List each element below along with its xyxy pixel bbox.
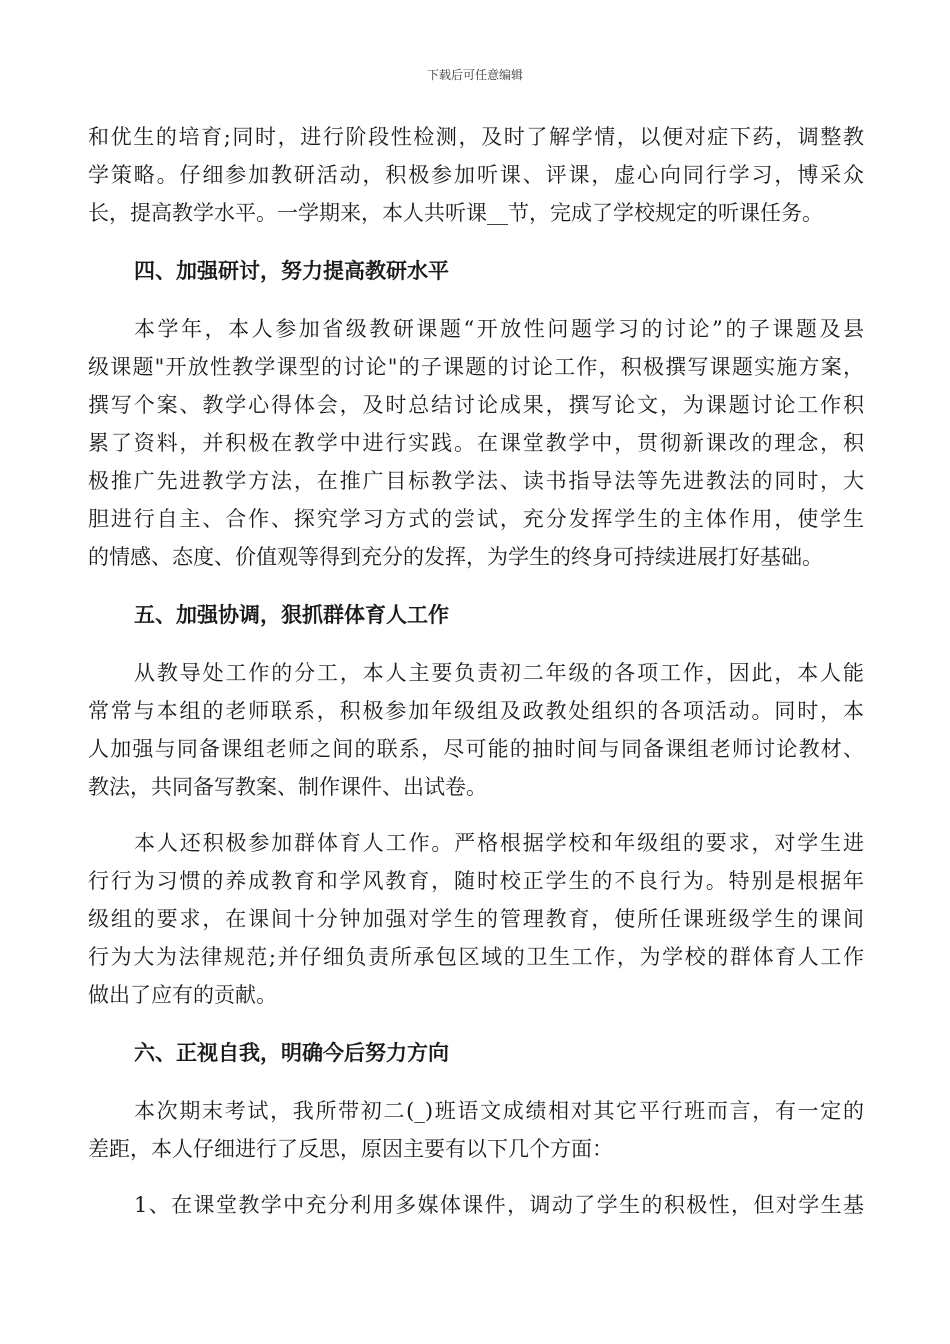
paragraph-line: 级课题"开放性教学课型的讨论"的子课题的讨论工作，积极撰写课题实施方案， xyxy=(88,355,864,379)
paragraph-line: 行为大为法律规范;并仔细负责所承包区域的卫生工作，为学校的群体育人工作 xyxy=(88,945,864,969)
paragraph-line: 胆进行自主、合作、探究学习方式的尝试，充分发挥学生的主体作用，使学生 xyxy=(88,507,864,531)
paragraph-line: 级组的要求，在课间十分钟加强对学生的管理教育，使所任课班级学生的课间 xyxy=(88,907,864,931)
paragraph-line: 本学年，本人参加省级教研课题“开放性问题学习的讨论”的子课题及县 xyxy=(134,317,864,341)
paragraph-line: 做出了应有的贡献。 xyxy=(88,983,277,1007)
paragraph-line: 的情感、态度、价值观等得到充分的发挥，为学生的终身可持续进展打好基础。 xyxy=(88,545,823,569)
paragraph xyxy=(88,1186,864,1224)
section-heading: 四、加强研讨，努力提高教研水平 xyxy=(134,258,449,283)
paragraph-line: 差距，本人仔细进行了反思，原因主要有以下几个方面： xyxy=(88,1137,613,1161)
paragraph xyxy=(88,824,864,1014)
paragraph-line: 本人还积极参加群体育人工作。严格根据学校和年级组的要求，对学生进 xyxy=(134,831,864,855)
section-heading: 六、正视自我，明确今后努力方向 xyxy=(134,1040,449,1065)
paragraph-line: 从教导处工作的分工，本人主要负责初二年级的各项工作，因此，本人能 xyxy=(134,661,864,685)
page-header: 下载后可任意编辑 xyxy=(426,68,523,82)
paragraph-line: 累了资料，并积极在教学中进行实践。在课堂教学中，贯彻新课改的理念，积 xyxy=(88,431,864,455)
document-body xyxy=(88,118,864,1224)
paragraph xyxy=(88,310,864,576)
paragraph-line: 本次期末考试，我所带初二(_)班语文成绩相对其它平行班而言，有一定的 xyxy=(134,1099,864,1123)
paragraph xyxy=(88,654,864,806)
section-heading: 五、加强协调，狠抓群体育人工作 xyxy=(134,602,449,627)
paragraph xyxy=(88,1092,864,1168)
paragraph-line: 人加强与同备课组老师之间的联系，尽可能的抽时间与同备课组老师讨论教材、 xyxy=(88,737,864,761)
paragraph-line: 学策略。仔细参加教研活动，积极参加听课、评课，虚心向同行学习，博采众 xyxy=(88,163,864,187)
paragraph-line: 极推广先进教学方法，在推广目标教学法、读书指导法等先进教法的同时，大 xyxy=(88,469,864,493)
paragraph-line: 撰写个案、教学心得体会，及时总结讨论成果，撰写论文，为课题讨论工作积 xyxy=(88,393,864,417)
paragraph-line: 常常与本组的老师联系，积极参加年级组及政教处组织的各项活动。同时，本 xyxy=(88,699,864,723)
paragraph-line: 和优生的培育;同时，进行阶段性检测，及时了解学情，以便对症下药，调整教 xyxy=(88,125,864,149)
paragraph-line: 1、在课堂教学中充分利用多媒体课件，调动了学生的积极性，但对学生基 xyxy=(134,1193,864,1217)
paragraph xyxy=(88,118,864,232)
paragraph-line: 长，提高教学水平。一学期来，本人共听课__节，完成了学校规定的听课任务。 xyxy=(88,201,823,225)
paragraph-line: 教法，共同备写教案、制作课件、出试卷。 xyxy=(88,775,487,799)
paragraph-line: 行行为习惯的养成教育和学风教育，随时校正学生的不良行为。特别是根据年 xyxy=(88,869,864,893)
